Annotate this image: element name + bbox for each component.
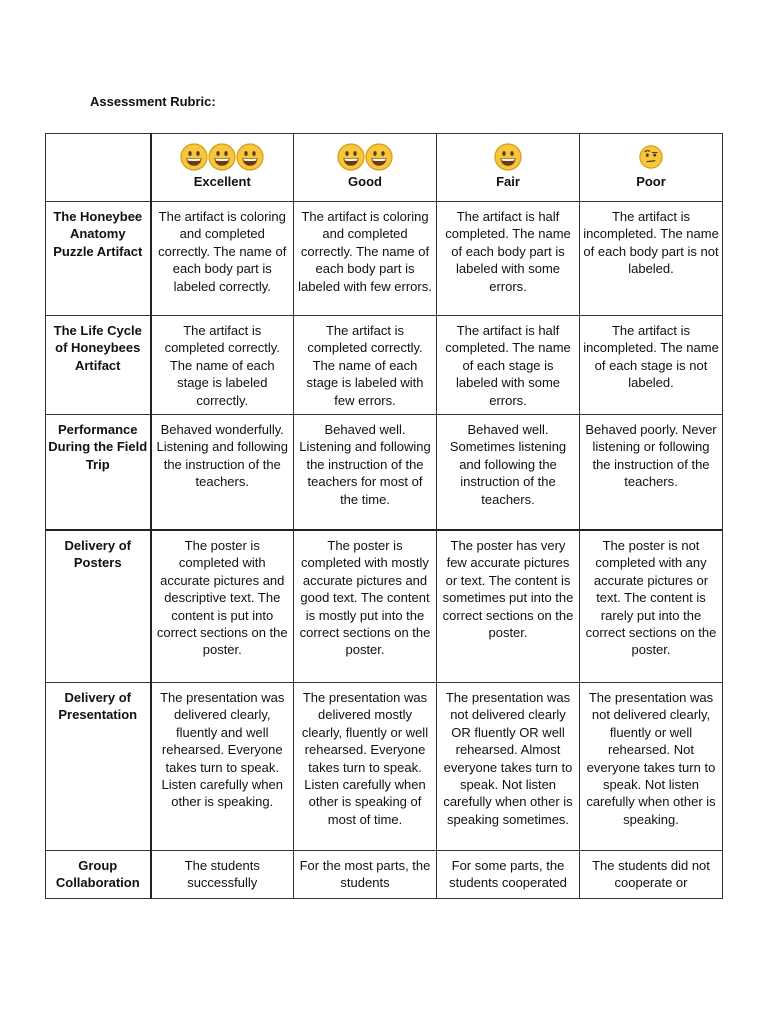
grinning-face-icon xyxy=(365,143,393,171)
rating-header-excellent xyxy=(151,134,294,202)
table-row xyxy=(46,316,723,415)
criterion-cell: Delivery of Presentation xyxy=(46,683,151,851)
rubric-cell: The artifact is half completed. The name of each body part is labeled with some errors. xyxy=(437,202,580,316)
rubric-cell: The artifact is coloring and completed correctly. The name of each body part is labeled correctly. xyxy=(151,202,294,316)
page-title: Assessment Rubric: xyxy=(90,94,216,109)
rating-header-row xyxy=(46,134,723,202)
rubric-cell: Behaved poorly. Never listening or following the instruction of the teachers. xyxy=(580,415,723,531)
rating-header-good xyxy=(294,134,437,202)
table-row xyxy=(46,202,723,316)
rubric-cell: For the most parts, the students xyxy=(294,851,437,899)
criterion-cell: Performance During the Field Trip xyxy=(46,415,151,531)
poor-emoji-group xyxy=(583,142,719,172)
raised-eyebrow-face-icon xyxy=(638,144,664,170)
rubric-cell: The poster is completed with mostly accurate pictures and good text. The content is mostly put into the correct sections on the poster. xyxy=(294,530,437,683)
rubric-cell: Behaved well. Sometimes listening and following the instruction of the teachers. xyxy=(437,415,580,531)
rubric-cell: Behaved well. Listening and following the instruction of the teachers for most of the time. xyxy=(294,415,437,531)
criterion-cell: The Life Cycle of Honeybees Artifact xyxy=(46,316,151,415)
grinning-face-icon xyxy=(208,143,236,171)
excellent-emoji-group xyxy=(155,142,291,172)
rating-label-poor: Poor xyxy=(636,174,666,189)
table-row xyxy=(46,530,723,683)
rating-header-fair xyxy=(437,134,580,202)
rubric-cell: The poster is not completed with any accurate pictures or text. The content is rarely put into the correct sections on the poster. xyxy=(580,530,723,683)
rubric-cell: The artifact is incompleted. The name of each stage is not labeled. xyxy=(580,316,723,415)
rubric-cell: The presentation was not delivered clearly OR fluently OR well rehearsed. Almost everyone takes turn to speak. Not listen carefully when other is speaking sometimes. xyxy=(437,683,580,851)
good-emoji-group xyxy=(297,142,433,172)
rubric-table xyxy=(45,133,723,899)
grinning-face-icon xyxy=(180,143,208,171)
table-row xyxy=(46,851,723,899)
grinning-face-icon xyxy=(236,143,264,171)
rubric-cell: The poster has very few accurate pictures or text. The content is sometimes put into the correct sections on the poster. xyxy=(437,530,580,683)
rubric-cell: The presentation was delivered mostly clearly, fluently or well rehearsed. Everyone takes turn to speak. Listen carefully when other is speaking of most of time. xyxy=(294,683,437,851)
rubric-cell: For some parts, the students cooperated xyxy=(437,851,580,899)
rubric-cell: The presentation was delivered clearly, fluently and well rehearsed. Everyone takes turn to speak. Listen carefully when other is speaking. xyxy=(151,683,294,851)
rubric-cell: The artifact is half completed. The name of each stage is labeled with some errors. xyxy=(437,316,580,415)
rating-label-excellent: Excellent xyxy=(193,174,251,189)
rating-label-good: Good xyxy=(348,174,382,189)
rating-label-fair: Fair xyxy=(496,174,520,189)
criterion-cell: Group Collaboration xyxy=(46,851,151,899)
criterion-cell: Delivery of Posters xyxy=(46,530,151,683)
table-row xyxy=(46,415,723,531)
rubric-cell: The artifact is completed correctly. The name of each stage is labeled with few errors. xyxy=(294,316,437,415)
table-row xyxy=(46,683,723,851)
criterion-cell: The Honeybee Anatomy Puzzle Artifact xyxy=(46,202,151,316)
fair-emoji-group xyxy=(440,142,576,172)
rubric-cell: The artifact is incompleted. The name of each body part is not labeled. xyxy=(580,202,723,316)
rating-header-poor xyxy=(580,134,723,202)
rubric-cell: The students did not cooperate or xyxy=(580,851,723,899)
rubric-cell: The artifact is completed correctly. The name of each stage is labeled correctly. xyxy=(151,316,294,415)
rubric-cell: Behaved wonderfully. Listening and following the instruction of the teachers. xyxy=(151,415,294,531)
rubric-cell: The poster is completed with accurate pictures and descriptive text. The content is put into correct sections on the poster. xyxy=(151,530,294,683)
rubric-cell: The students successfully xyxy=(151,851,294,899)
rubric-cell: The presentation was not delivered clearly, fluently or well rehearsed. Not everyone takes turn to speak. Not listen carefully when other is speaking. xyxy=(580,683,723,851)
rubric-cell: The artifact is coloring and completed correctly. The name of each body part is labeled with few errors. xyxy=(294,202,437,316)
grinning-face-icon xyxy=(494,143,522,171)
grinning-face-icon xyxy=(337,143,365,171)
criteria-header-cell xyxy=(46,134,151,202)
